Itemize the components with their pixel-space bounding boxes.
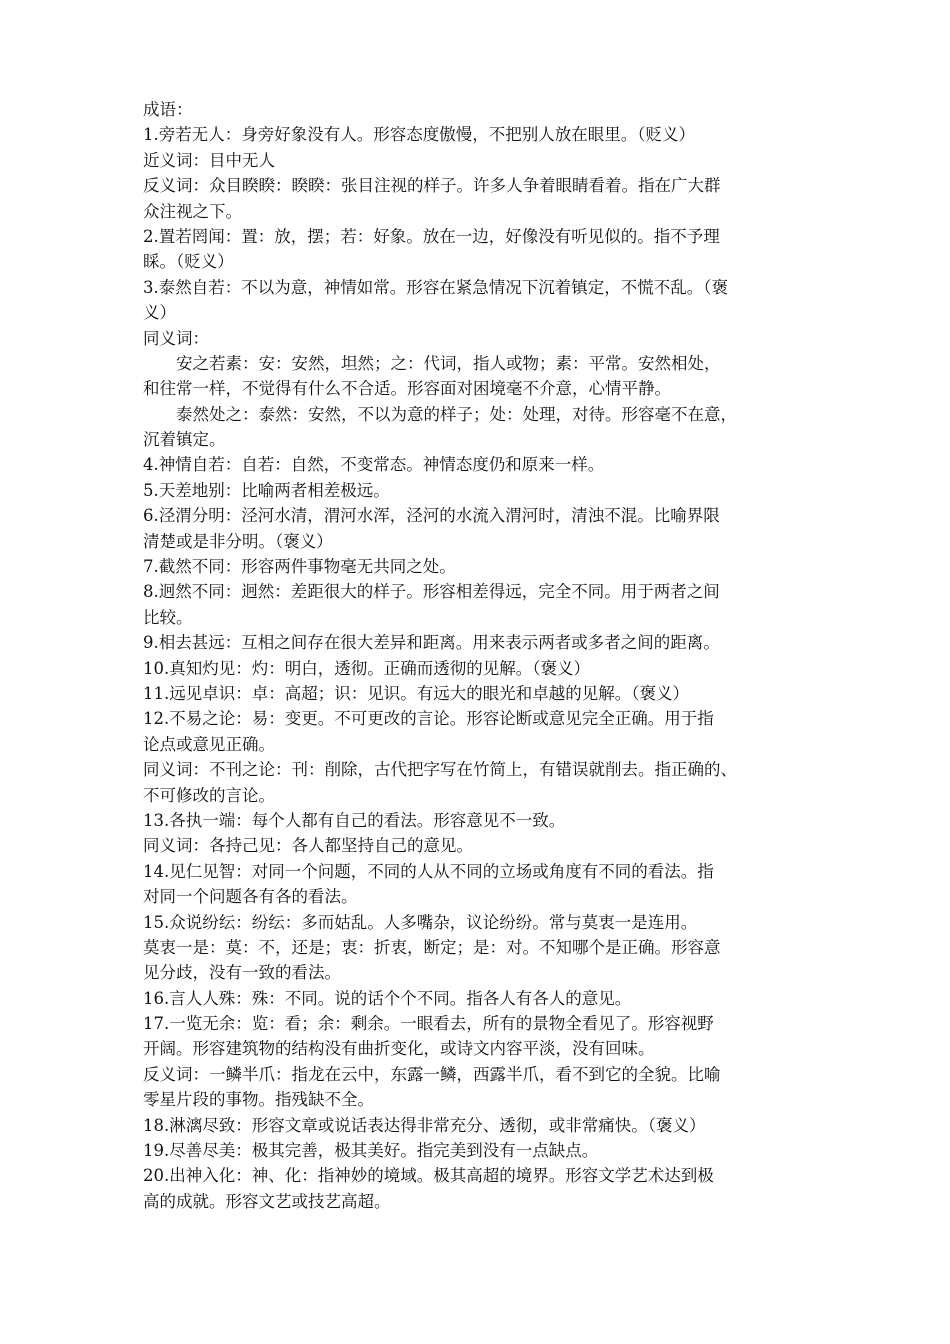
text-line: 4.神情自若：自若：自然，不变常态。神情态度仍和原来一样。 [143, 455, 605, 475]
text-line: 同义词： [143, 328, 209, 348]
text-line: 8.迥然不同：迥然：差距很大的样子。形容相差得远，完全不同。用于两者之间 [143, 582, 720, 602]
text-line: 义） [143, 303, 176, 323]
text-line: 同义词：各持己见：各人都坚持自己的意见。 [143, 836, 473, 856]
text-line: 10.真知灼见：灼：明白，透彻。正确而透彻的见解。（褒义） [143, 658, 590, 678]
text-line: 零星片段的事物。指残缺不全。 [143, 1090, 374, 1110]
text-line: 开阔。形容建筑物的结构没有曲折变化，或诗文内容平淡，没有回味。 [143, 1039, 655, 1059]
text-line: 高的成就。形容文艺或技艺高超。 [143, 1191, 391, 1211]
text-line: 5.天差地别：比喻两者相差极远。 [143, 480, 390, 500]
text-line: 众注视之下。 [143, 201, 242, 221]
text-line: 1.旁若无人：身旁好象没有人。形容态度傲慢，不把别人放在眼里。（贬义） [143, 125, 695, 145]
text-line: 反义词：一鳞半爪：指龙在云中，东露一鳞，西露半爪，看不到它的全貌。比喻 [143, 1064, 721, 1084]
text-line: 莫衷一是：莫：不，还是；衷：折衷，断定；是：对。不知哪个是正确。形容意 [143, 937, 721, 957]
text-line: 安之若素：安：安然，坦然；之：代词，指人或物；素：平常。安然相处， [176, 353, 721, 373]
text-line: 11.远见卓识：卓：高超；识：见识。有远大的眼光和卓越的见解。（褒义） [143, 683, 689, 703]
text-line: 14.见仁见智：对同一个问题，不同的人从不同的立场或角度有不同的看法。指 [143, 861, 714, 881]
text-line: 7.截然不同：形容两件事物毫无共同之处。 [143, 557, 456, 577]
text-line: 17.一览无余：览：看；余：剩余。一眼看去，所有的景物全看见了。形容视野 [143, 1014, 714, 1034]
text-line: 清楚或是非分明。（褒义） [143, 531, 333, 551]
text-line: 不可修改的言论。 [143, 785, 275, 805]
document-page [143, 97, 819, 1214]
text-line: 论点或意见正确。 [143, 734, 275, 754]
text-line: 见分歧，没有一致的看法。 [143, 963, 341, 983]
text-line: 和往常一样，不觉得有什么不合适。形容面对困境毫不介意，心情平静。 [143, 379, 671, 399]
text-line: 比较。 [143, 607, 193, 627]
text-line: 对同一个问题各有各的看法。 [143, 887, 358, 907]
text-line: 成语： [143, 100, 193, 119]
text-line: 15.众说纷纭：纷纭：多而姑乱。人多嘴杂，议论纷纷。常与莫衷一是连用。 [143, 912, 698, 932]
text-line: 18.淋漓尽致：形容文章或说话表达得非常充分、透彻，或非常痛快。（褒义） [143, 1115, 706, 1135]
text-line: 2.置若罔闻：置：放，摆；若：好象。放在一边，好像没有听见似的。指不予理 [143, 226, 720, 246]
text-line: 19.尽善尽美：极其完善，极其美好。指完美到没有一点缺点。 [143, 1141, 599, 1161]
text-line: 16.言人人殊：殊：不同。说的话个个不同。指各人有各人的意见。 [143, 988, 632, 1008]
text-line: 同义词：不刊之论：刊：削除，古代把字写在竹简上，有错误就削去。指正确的、 [143, 760, 737, 780]
text-line: 12.不易之论：易：变更。不可更改的言论。形容论断或意见完全正确。用于指 [143, 709, 714, 729]
text-line: 6.泾渭分明：泾河水清，渭河水浑，泾河的水流入渭河时，清浊不混。比喻界限 [143, 506, 720, 526]
text-line: 反义词：众目睽睽：睽睽：张目注视的样子。许多人争着眼睛看着。指在广大群 [143, 176, 721, 196]
text-line: 9.相去甚远：互相之间存在很大差异和距离。用来表示两者或多者之间的距离。 [143, 633, 720, 653]
text-line: 睬。（贬义） [143, 252, 234, 272]
text-line: 13.各执一端：每个人都有自己的看法。形容意见不一致。 [143, 810, 566, 830]
text-line: 3.泰然自若：不以为意，神情如常。形容在紧急情况下沉着镇定，不慌不乱。（褒 [143, 277, 728, 297]
text-line: 20.出神入化：神、化：指神妙的境域。极其高超的境界。形容文学艺术达到极 [143, 1166, 714, 1186]
text-line: 泰然处之：泰然：安然，不以为意的样子；处：处理，对待。形容毫不在意， [176, 404, 737, 424]
text-line: 近义词：目中无人 [143, 150, 275, 170]
text-line: 沉着镇定。 [143, 430, 226, 450]
